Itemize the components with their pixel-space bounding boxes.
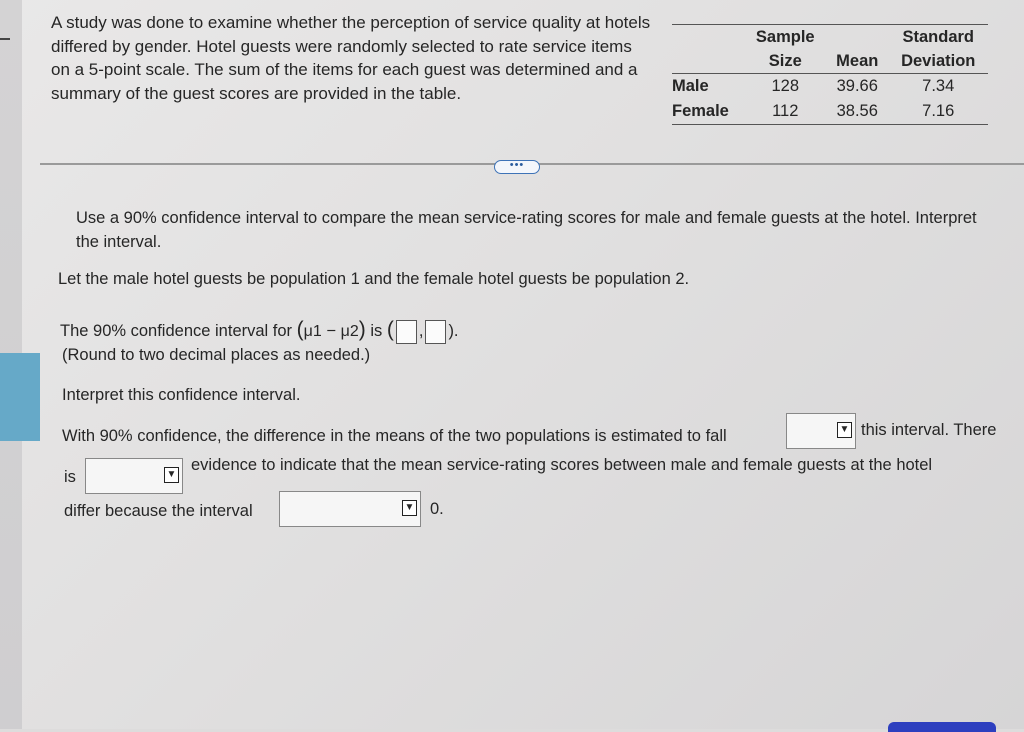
population-definition: Let the male hotel guests be population 1 and the female hotel guests be population 2. — [58, 270, 690, 288]
cell-size: 112 — [745, 99, 827, 125]
interval-open-paren: ( — [386, 318, 394, 341]
interpret-line2-end: evidence to indicate that the mean service-rating scores between male and female guests at the hotel — [191, 456, 933, 474]
cell-sd: 7.16 — [888, 99, 988, 125]
side-accent-tab[interactable] — [0, 353, 40, 441]
header-size: Size — [745, 49, 827, 74]
table-corner-2 — [672, 49, 745, 74]
interpret-line2-start: is — [64, 468, 76, 486]
cell-size: 128 — [771, 77, 800, 95]
is-word: is — [370, 322, 383, 340]
paren-open-mu: ( — [296, 318, 304, 341]
round-note: (Round to two decimal places as needed.) — [62, 346, 371, 364]
interpret-heading: Interpret this confidence interval. — [62, 386, 301, 404]
interval-comma: , — [418, 322, 424, 340]
fall-within-dropdown[interactable] — [786, 413, 856, 449]
row-label: Male — [672, 77, 709, 95]
upper-bound-input[interactable] — [425, 320, 446, 344]
problem-statement: A study was done to examine whether the perception of service quality at hotels differed by gender. Hotel guests were randomly selected to rate service items on a 5-point scale. The sum of the items for each guest was determined and a summary of the guest scores are provided in the table. — [51, 13, 651, 103]
cell-mean: 39.66 — [836, 77, 878, 95]
summary-table — [672, 24, 988, 125]
paren-close-mu: ) — [358, 318, 366, 341]
interpret-line1-end: this interval. There — [861, 421, 997, 439]
lower-bound-input[interactable] — [396, 320, 417, 344]
cell-sd: 7.34 — [922, 77, 955, 95]
dropdown-arrow-icon: ▼ — [402, 500, 417, 516]
interval-close-paren: ). — [448, 322, 459, 340]
header-standard: Standard — [888, 25, 988, 50]
expand-more-button[interactable]: ••• — [494, 160, 540, 174]
ci-prefix: The 90% confidence interval for — [60, 322, 293, 340]
interpret-line1-start: With 90% confidence, the difference in the means of the two populations is estimated to fall — [62, 427, 727, 445]
header-mean: Mean — [826, 49, 888, 74]
cell-mean: 38.56 — [826, 99, 888, 125]
submit-button-edge[interactable] — [888, 722, 996, 732]
header-blank — [826, 25, 888, 50]
dropdown-arrow-icon: ▼ — [164, 467, 179, 483]
header-deviation: Deviation — [888, 49, 988, 74]
table-row — [672, 99, 988, 125]
ci-prompt — [60, 318, 459, 344]
interpret-line3-end: 0. — [430, 500, 444, 518]
header-sample: Sample — [745, 25, 827, 50]
mu1-symbol: μ1 — [303, 323, 322, 340]
table-corner — [672, 25, 745, 50]
interval-contains-dropdown[interactable] — [279, 491, 421, 527]
evidence-dropdown[interactable] — [85, 458, 183, 494]
mu2-symbol: μ2 — [340, 323, 359, 340]
collapse-handle-icon[interactable] — [0, 38, 10, 40]
row-label: Female — [672, 99, 745, 125]
minus-symbol: − — [326, 322, 337, 340]
dropdown-arrow-icon: ▼ — [837, 422, 852, 438]
interpret-line3-start: differ because the interval — [64, 502, 253, 520]
instruction-text: Use a 90% confidence interval to compare the mean service-rating scores for male and female guests at the hotel. Interpret the interval. — [76, 209, 977, 251]
table-row — [672, 74, 988, 100]
